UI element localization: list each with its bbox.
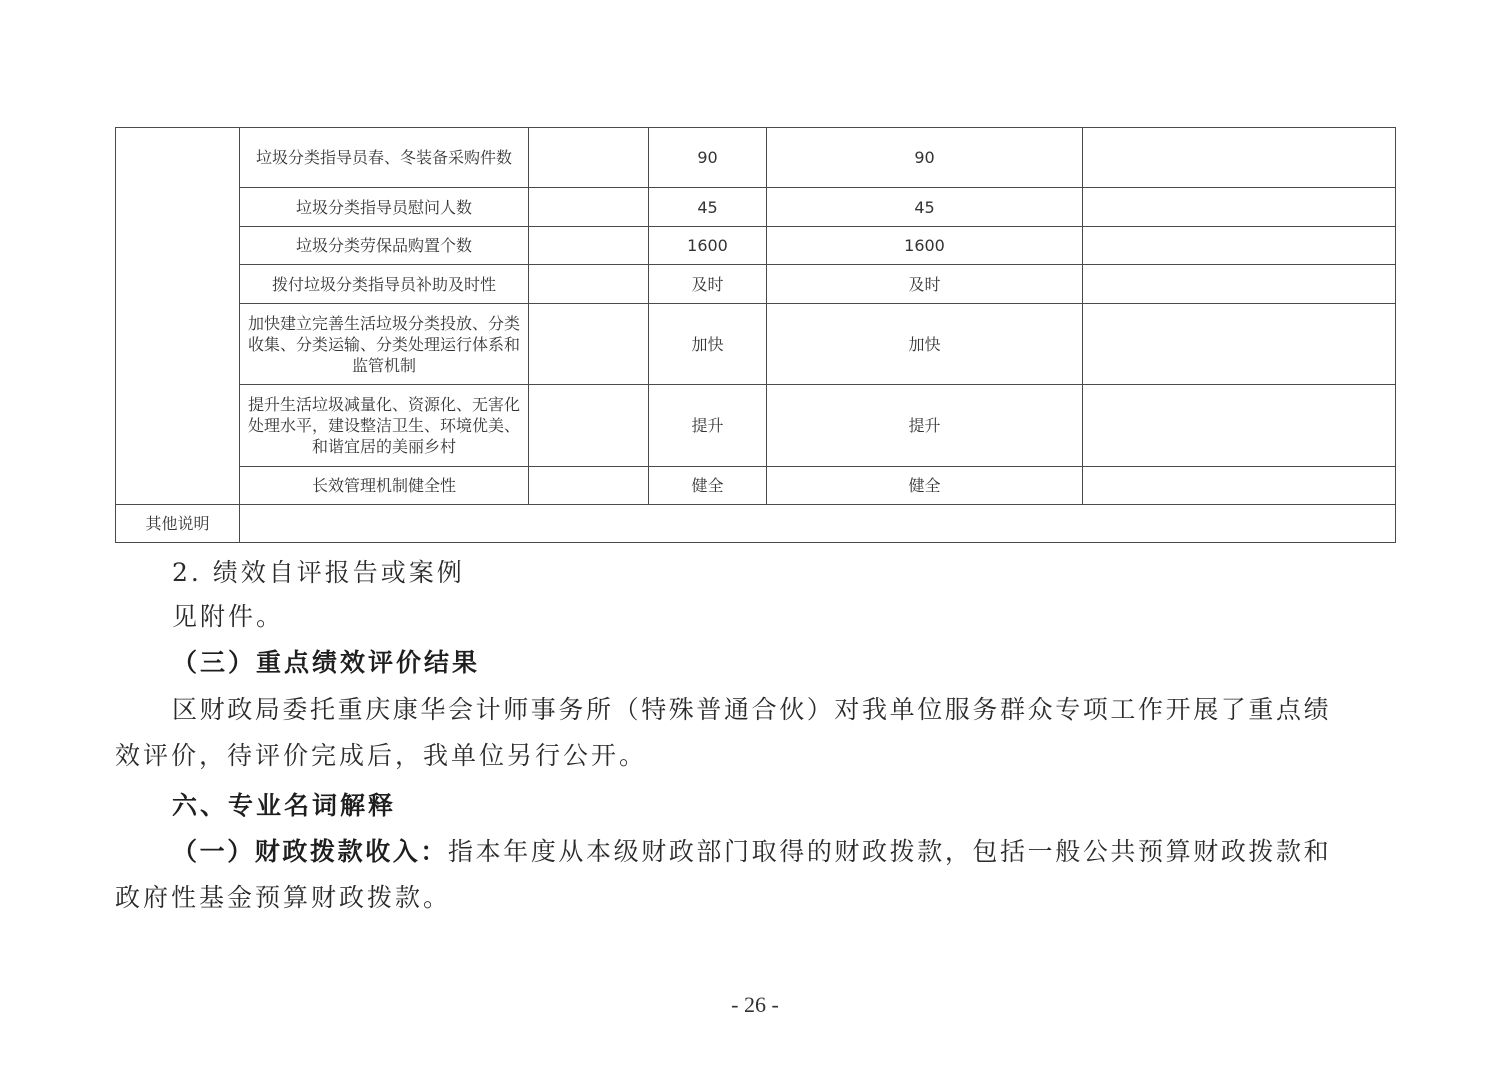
indicator-cell: 垃圾分类指导员慰问人数 bbox=[240, 188, 529, 227]
actual-value-cell: 90 bbox=[767, 128, 1083, 188]
other-notes-value bbox=[240, 505, 1396, 543]
performance-indicator-table bbox=[115, 127, 1396, 543]
table-row bbox=[116, 467, 1396, 505]
remark-cell bbox=[1083, 467, 1396, 505]
remark-cell bbox=[1083, 265, 1396, 304]
empty-cell bbox=[529, 128, 649, 188]
table-row bbox=[116, 265, 1396, 304]
remark-cell bbox=[1083, 128, 1396, 188]
term1-line2: 政府性基金预算财政拨款。 bbox=[115, 883, 452, 912]
merged-category-cell bbox=[116, 128, 240, 505]
term1-label: （一）财政拨款收入： bbox=[172, 837, 449, 866]
plan-value-cell: 提升 bbox=[649, 385, 767, 467]
indicator-cell: 垃圾分类指导员春、冬装备采购件数 bbox=[240, 128, 529, 188]
remark-cell bbox=[1083, 188, 1396, 227]
empty-cell bbox=[529, 188, 649, 227]
indicator-cell: 拨付垃圾分类指导员补助及时性 bbox=[240, 265, 529, 304]
section6-heading: 六、专业名词解释 bbox=[172, 791, 397, 820]
item2-heading: 2. 绩效自评报告或案例 bbox=[172, 558, 465, 587]
indicator-cell: 提升生活垃圾减量化、资源化、无害化处理水平，建设整洁卫生、环境优美、和谐宜居的美丽乡村 bbox=[240, 385, 529, 467]
empty-cell bbox=[529, 467, 649, 505]
page-number: - 26 - bbox=[731, 992, 779, 1017]
indicator-cell: 垃圾分类劳保品购置个数 bbox=[240, 227, 529, 265]
plan-value-cell: 1600 bbox=[649, 227, 767, 265]
empty-cell bbox=[529, 304, 649, 385]
plan-value-cell: 45 bbox=[649, 188, 767, 227]
actual-value-cell: 提升 bbox=[767, 385, 1083, 467]
item2-text: 见附件。 bbox=[172, 602, 285, 631]
actual-value-cell: 45 bbox=[767, 188, 1083, 227]
plan-value-cell: 加快 bbox=[649, 304, 767, 385]
table-row bbox=[116, 188, 1396, 227]
other-notes-label: 其他说明 bbox=[116, 505, 240, 543]
empty-cell bbox=[529, 385, 649, 467]
subsection3-paragraph-line1: 区财政局委托重庆康华会计师事务所（特殊普通合伙）对我单位服务群众专项工作开展了重点绩 bbox=[172, 695, 1332, 724]
empty-cell bbox=[529, 227, 649, 265]
indicator-cell: 长效管理机制健全性 bbox=[240, 467, 529, 505]
actual-value-cell: 及时 bbox=[767, 265, 1083, 304]
term1-definition: 指本年度从本级财政部门取得的财政拨款，包括一般公共预算财政拨款和 bbox=[448, 837, 1332, 866]
plan-value-cell: 健全 bbox=[649, 467, 767, 505]
subsection3-heading: （三）重点绩效评价结果 bbox=[172, 648, 481, 677]
subsection3-paragraph-line2: 效评价，待评价完成后，我单位另行公开。 bbox=[115, 741, 648, 770]
term1-line1 bbox=[172, 832, 1331, 868]
table-row bbox=[116, 128, 1396, 188]
actual-value-cell: 1600 bbox=[767, 227, 1083, 265]
remark-cell bbox=[1083, 304, 1396, 385]
plan-value-cell: 90 bbox=[649, 128, 767, 188]
table-row bbox=[116, 385, 1396, 467]
table-row bbox=[116, 227, 1396, 265]
actual-value-cell: 健全 bbox=[767, 467, 1083, 505]
remark-cell bbox=[1083, 227, 1396, 265]
empty-cell bbox=[529, 265, 649, 304]
table-row bbox=[116, 304, 1396, 385]
plan-value-cell: 及时 bbox=[649, 265, 767, 304]
indicator-cell: 加快建立完善生活垃圾分类投放、分类收集、分类运输、分类处理运行体系和监管机制 bbox=[240, 304, 529, 385]
table-row-other-notes bbox=[116, 505, 1396, 543]
actual-value-cell: 加快 bbox=[767, 304, 1083, 385]
remark-cell bbox=[1083, 385, 1396, 467]
